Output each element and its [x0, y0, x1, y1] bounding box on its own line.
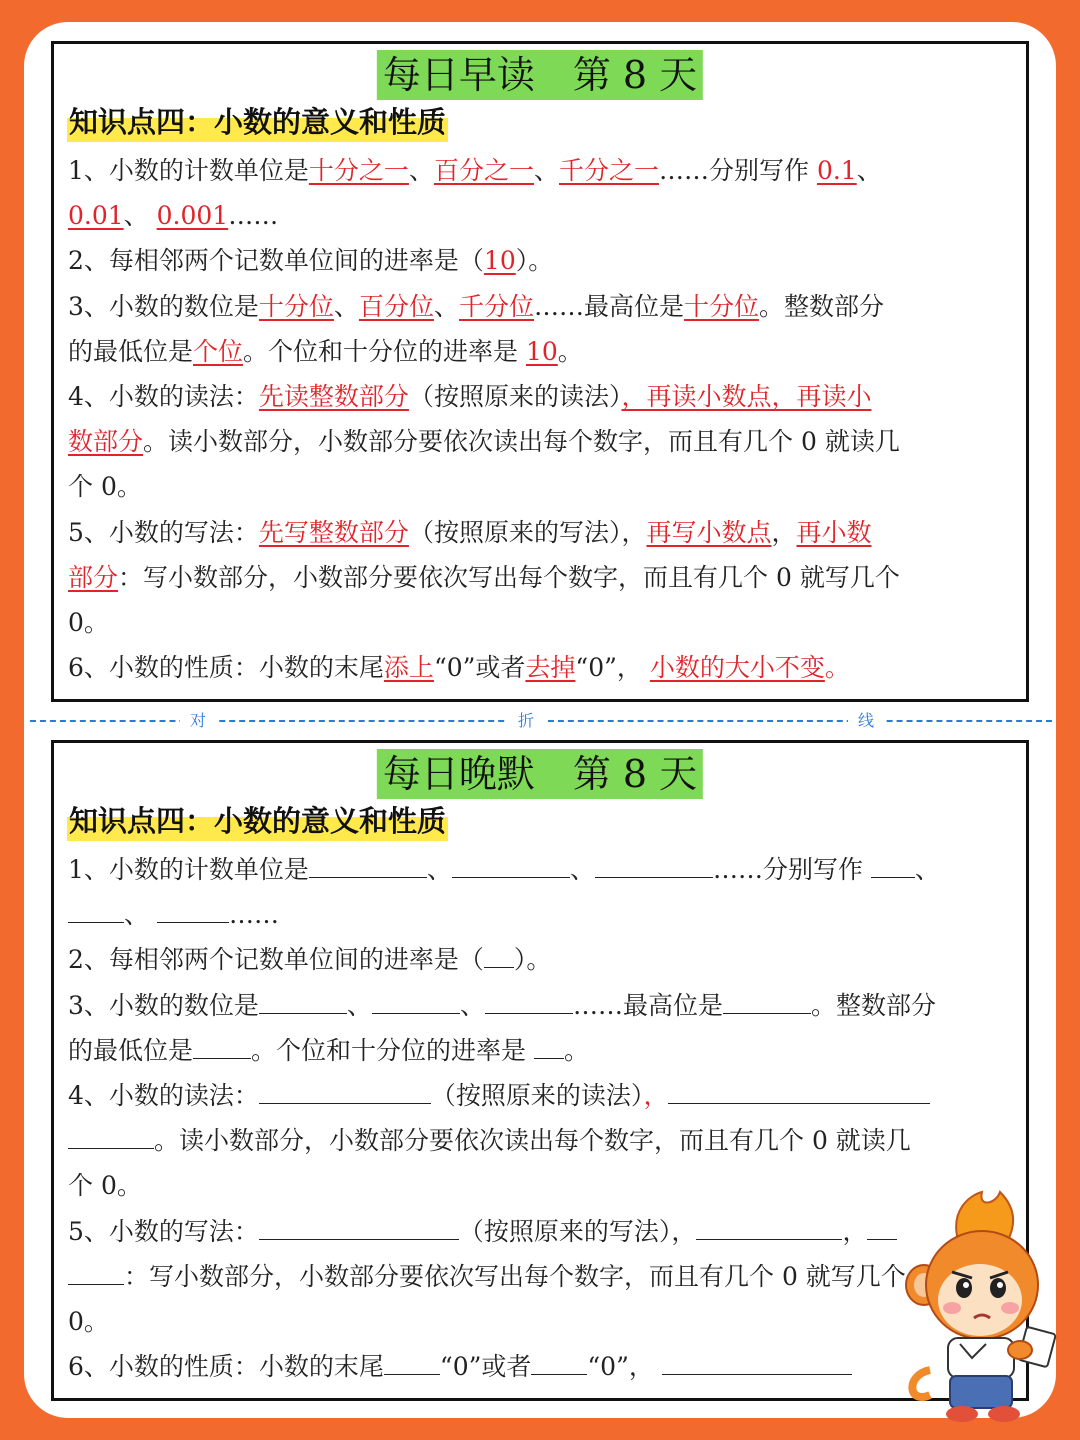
- blank[interactable]: [531, 1352, 587, 1375]
- answer: 先读整数部分: [258, 381, 409, 411]
- blank[interactable]: [484, 945, 514, 968]
- blank[interactable]: [259, 1081, 431, 1104]
- blank[interactable]: [259, 1217, 459, 1240]
- answer: 个位: [193, 336, 244, 366]
- evening-dictation-card: [51, 740, 1029, 1401]
- item-4-line-3: 个 0。: [68, 472, 142, 502]
- item-5-line-2: ：写小数部分，小数部分要依次写出每个数字，而且有几个 0 就写几个: [68, 1254, 1023, 1299]
- answer: 千分之一: [558, 156, 659, 185]
- fold-label: 线: [848, 710, 884, 732]
- answer: 数部分: [68, 427, 144, 457]
- blank[interactable]: [372, 991, 460, 1014]
- blank[interactable]: [259, 991, 347, 1014]
- blank[interactable]: [384, 1352, 440, 1375]
- item-5-line-3: 0。: [68, 607, 109, 637]
- answer: 去掉: [525, 653, 576, 683]
- item-4-line-3: 个 0。: [68, 1171, 142, 1201]
- item-5-line-1: 5、小数的写法： （按照原来的写法）， ，: [68, 1209, 1023, 1254]
- fold-label: 折: [508, 710, 544, 732]
- item-5-line-3: 0。: [68, 1306, 109, 1336]
- blank[interactable]: [68, 1126, 154, 1149]
- blank[interactable]: [485, 991, 573, 1014]
- item-1-line-2: 、 ……: [68, 892, 1023, 937]
- item-6: 6、小数的性质：小数的末尾 “0”或者 “0”，: [68, 1344, 1023, 1389]
- blank[interactable]: [68, 1262, 124, 1285]
- item-2: 2、每相邻两个记数单位间的进率是（ ）。: [68, 945, 552, 975]
- item-1-line-2: 0.01、 0.001……: [68, 201, 279, 231]
- item-4-line-1: 4、小数的读法：先读整数部分（按照原来的读法），再读小数点，再读小: [68, 381, 872, 411]
- fold-label: 对: [180, 710, 216, 732]
- card-body: [68, 148, 1023, 690]
- card-body: [68, 847, 1023, 1389]
- item-5-line-2: 部分：写小数部分，小数部分要依次写出每个数字，而且有几个 0 就写几个: [68, 562, 900, 592]
- answer: 0.001: [156, 201, 229, 231]
- item-1-line-1: 1、小数的计数单位是十分之一、百分之一、千分之一……分别写作 0.1、: [68, 156, 882, 185]
- item-2: 2、每相邻两个记数单位间的进率是（10）。: [68, 246, 554, 276]
- answer: 百分之一: [433, 156, 534, 185]
- item-6: 6、小数的性质：小数的末尾添上“0”或者去掉“0”， 小数的大小不变。: [68, 653, 850, 683]
- blank[interactable]: [668, 1081, 930, 1104]
- answer: 10: [525, 336, 558, 366]
- blank[interactable]: [867, 1217, 897, 1240]
- item-1-line-1: 1、小数的计数单位是 、 、 ……分别写作 、: [68, 855, 940, 884]
- blank[interactable]: [534, 1036, 564, 1059]
- answer: 0.01: [68, 201, 124, 231]
- answer: ，再读小数点，再读小: [621, 381, 872, 411]
- card-title: 每日晚默 第 8 天: [377, 749, 703, 799]
- morning-reading-card: [51, 41, 1029, 702]
- item-3-line-1: 3、小数的数位是十分位、百分位、千分位……最高位是十分位。整数部分: [68, 291, 885, 321]
- item-5-line-1: 5、小数的写法：先写整数部分（按照原来的写法），再写小数点，再小数: [68, 517, 872, 547]
- answer: 先写整数部分: [258, 517, 409, 547]
- answer: 百分位: [358, 291, 434, 321]
- item-4-line-1: 4、小数的读法： （按照原来的读法），: [68, 1073, 1023, 1118]
- item-3-line-2: 的最低位是 。个位和十分位的进率是 。: [68, 1035, 589, 1065]
- blank[interactable]: [723, 991, 811, 1014]
- blank[interactable]: [595, 855, 713, 878]
- knowledge-point-heading: 知识点四：小数的意义和性质: [67, 801, 448, 841]
- blank[interactable]: [662, 1352, 852, 1375]
- item-4-line-2: 。读小数部分，小数部分要依次读出每个数字，而且有几个 0 就读几: [68, 1118, 1023, 1163]
- blank[interactable]: [68, 900, 124, 923]
- monkey-mascot-icon: [900, 1190, 1065, 1425]
- answer: 小数的大小不变: [649, 653, 825, 683]
- answer: 十分位: [258, 291, 334, 321]
- blank[interactable]: [452, 855, 570, 878]
- item-4-line-2: 数部分。读小数部分，小数部分要依次读出每个数字，而且有几个 0 就读几: [68, 427, 900, 457]
- blank[interactable]: [157, 900, 229, 923]
- answer: 千分位: [458, 291, 534, 321]
- knowledge-point-heading: 知识点四：小数的意义和性质: [67, 102, 448, 142]
- card-title: 每日早读 第 8 天: [377, 50, 703, 100]
- item-3-line-1: 3、小数的数位是 、 、 ……最高位是 。整数部分: [68, 990, 936, 1020]
- blank[interactable]: [193, 1036, 251, 1059]
- item-3-line-2: 的最低位是个位。个位和十分位的进率是 10。: [68, 336, 583, 366]
- answer: 添上: [383, 653, 434, 683]
- answer: 十分位: [684, 291, 760, 321]
- answer: 再写小数点: [646, 517, 772, 547]
- blank[interactable]: [871, 855, 915, 878]
- answer: 十分之一: [308, 156, 409, 185]
- answer: 10: [483, 246, 516, 276]
- blank[interactable]: [696, 1217, 842, 1240]
- answer: 再小数: [796, 517, 872, 547]
- blank[interactable]: [309, 855, 427, 878]
- answer: 0.1: [816, 156, 857, 185]
- answer: 部分: [68, 562, 119, 592]
